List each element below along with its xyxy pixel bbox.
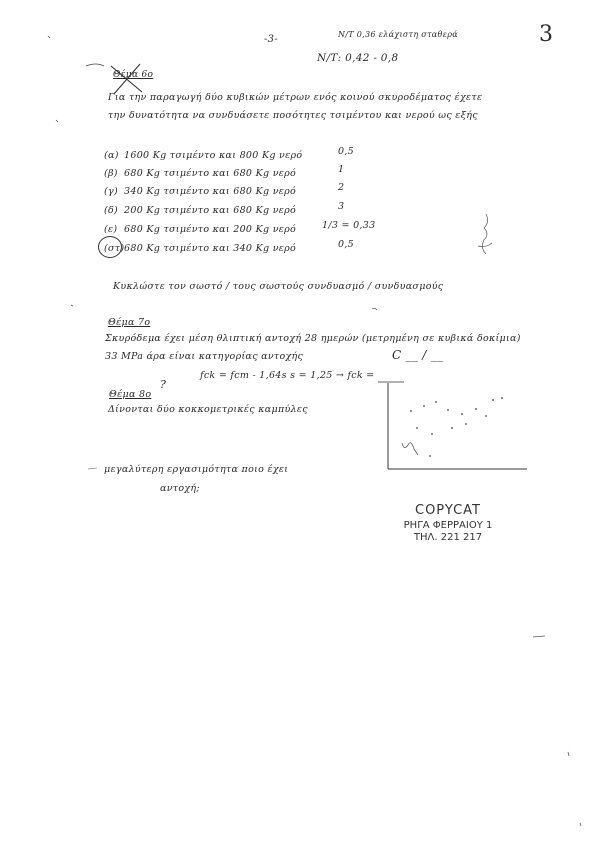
option-id: (γ): [104, 186, 118, 197]
stamp-street: ΡΗΓΑ ΦΕΡΡΑΙΟΥ 1: [403, 520, 493, 531]
option-id: (α): [104, 150, 119, 161]
theme-6-instruction: Κυκλώστε τον σωστό / τους σωστούς συνδυασμό / συνδυασμούς: [113, 281, 444, 292]
option-ratio-note: 1/3 = 0,33: [322, 220, 376, 231]
option-id: (β): [104, 168, 118, 179]
theme-7-line-1: Σκυρόδεμα έχει μέση θλιπτική αντοχή 28 ημερών (μετρημένη σε κυβικά δοκίμια): [105, 333, 521, 344]
theme-8-line-1: Δίνονται δύο κοκκομετρικές καμπύλες: [108, 404, 308, 415]
option-text: 680 Kg τσιμέντο και 680 Kg νερό: [124, 168, 297, 179]
stamp-phone: ΤΗΛ. 221 217: [413, 532, 483, 543]
theme-6-intro-line-2: την δυνατότητα να συνδυάσετε ποσότητες τσιμέντου και νερού ως εξής: [108, 110, 478, 121]
ratio-note: Ν/Τ 0,36 ελάχιστη σταθερά: [338, 30, 458, 39]
option-text: 680 Kg τσιμέντο και 340 Kg νερό: [124, 243, 297, 254]
corner-page-number: 3: [539, 22, 554, 47]
ratio-range: Ν/Τ: 0,42 - 0,8: [317, 52, 399, 64]
theme-8-label: Θέμα 8ο: [109, 389, 152, 400]
option-text: 200 Kg τσιμέντο και 680 Kg νερό: [124, 205, 297, 216]
theme-8-line-3: αντοχή;: [160, 483, 200, 494]
theme-6-intro-line-1: Για την παραγωγή δύο κυβικών μέτρων ενός κοινού σκυροδέματος έχετε: [108, 92, 483, 103]
option-ratio-note: 1: [338, 164, 345, 175]
theme-7-line-2: 33 MPa άρα είναι κατηγορίας αντοχής: [105, 351, 304, 362]
page-mark: -3-: [264, 34, 279, 45]
margin-scribble: [478, 214, 492, 254]
pen-tick: [86, 64, 104, 66]
theme-8-question-mark: ?: [160, 378, 167, 391]
option-ratio-note: 0,5: [338, 239, 355, 250]
option-ratio-note: 0,5: [338, 146, 355, 157]
strength-class-answer: C __ / __: [392, 348, 444, 362]
option-ratio-note: 2: [338, 182, 345, 193]
copy-shop-stamp: [398, 503, 498, 543]
option-id: (δ): [104, 205, 119, 216]
option-id: (στ): [104, 243, 125, 254]
theme-6-label: Θέμα 6ο: [113, 70, 154, 80]
option-id: (ε): [104, 224, 118, 235]
theme-7-label: Θέμα 7ο: [108, 317, 151, 328]
grading-curve-diagram: [388, 383, 527, 469]
stamp-name: COPYCAT: [415, 503, 481, 518]
theme-8-line-2: μεγαλύτερη εργασιμότητα ποιο έχει: [104, 464, 289, 475]
option-text: 1600 Kg τσιμέντο και 800 Kg νερό: [124, 150, 303, 161]
option-text: 340 Kg τσιμέντο και 680 Kg νερό: [124, 186, 297, 197]
circled-option-marker: [98, 236, 125, 258]
option-text: 680 Kg τσιμέντο και 200 Kg νερό: [124, 224, 297, 235]
strength-formula: fck = fcm - 1,64s s = 1,25 → fck =: [200, 370, 375, 381]
option-ratio-note: 3: [338, 201, 345, 212]
